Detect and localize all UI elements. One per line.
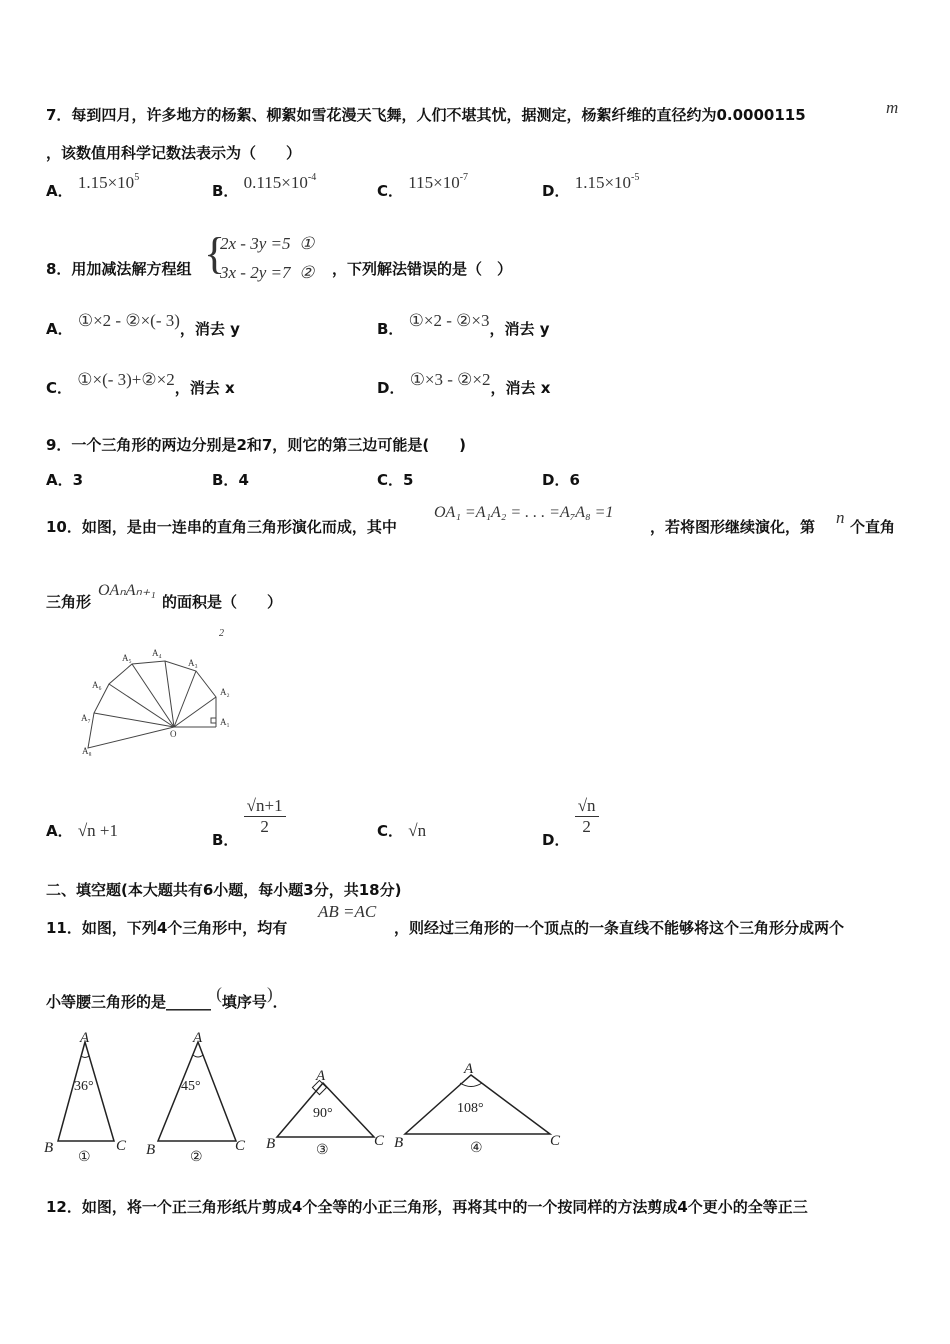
right-angle-mark	[211, 718, 216, 723]
q10-option-a-expr: √n +1	[77, 821, 119, 840]
t2-vertex-c: C	[235, 1138, 246, 1154]
q10-stray-mark: 2	[219, 628, 224, 639]
label-a1: A₁	[220, 717, 230, 727]
q10-option-b-fraction: $\frac{√n+1}{2}$	[244, 796, 286, 837]
q7-option-c[interactable]: C． $115\times 10^{-7}$	[377, 172, 469, 200]
label-a2: A₂	[220, 687, 230, 697]
q11-line2: 小等腰三角形的是______ (填序号)．	[46, 984, 288, 1011]
q7-option-a-value: $1.15\times 10^5$	[77, 172, 140, 192]
q8-text1: 8．用加减法解方程组	[46, 260, 192, 278]
ray-oa6	[109, 684, 174, 727]
q10-triangle-name: OAₙAₙ₊₁	[98, 582, 156, 599]
q10-option-c[interactable]: C． √n	[377, 821, 427, 840]
t4-vertex-a: A	[464, 1061, 474, 1077]
q10-n: n	[836, 508, 845, 527]
q8-option-d[interactable]: D． ①×3 - ②×2，消去 x	[377, 370, 551, 397]
q10-text2: ，若将图形继续演化，第	[650, 518, 816, 536]
q10-text1: 10．如图，是由一连串的直角三角形演化而成，其中	[46, 518, 397, 536]
q10-option-d[interactable]: D． $\frac{√n}{2}$	[542, 796, 599, 837]
label-a5: A₅	[122, 653, 132, 663]
q10-option-c-expr: √n	[408, 821, 427, 840]
q8-option-c[interactable]: C． ①×(- 3)+②×2，消去 x	[46, 370, 235, 397]
q10-text4: 三角形	[46, 593, 92, 611]
q9-option-a[interactable]: A．3	[46, 471, 84, 489]
label-a8: A₈	[82, 746, 92, 756]
t4-vertex-c: C	[550, 1133, 561, 1149]
q9-option-b[interactable]: B．4	[212, 471, 249, 489]
t1-number: ①	[78, 1150, 91, 1165]
t2-vertex-a: A	[193, 1030, 203, 1046]
q10-option-a[interactable]: A． √n +1	[46, 821, 119, 840]
q8-option-a[interactable]: A． ①×2 - ②×(- 3)，消去 y	[46, 311, 240, 338]
q10-formula: OA₁ =A₁A₂ = . . . =A₇A₈ =1	[434, 504, 614, 521]
q7-option-d[interactable]: D． $1.15\times 10^{-5}$	[542, 172, 640, 200]
label-o: O	[170, 729, 177, 739]
q7-option-c-value: $115\times 10^{-7}$	[408, 172, 469, 192]
q11-triangles-figure	[40, 1028, 580, 1168]
t4-vertex-b: B	[394, 1135, 404, 1151]
q7-text1: 7．每到四月，许多地方的杨絮、柳絮如雪花漫天飞舞，人们不堪其忧，据测定，杨絮纤维的直径约为0.0000115	[46, 106, 806, 124]
q11-text4: 填序号	[221, 993, 267, 1011]
q7-line1	[46, 104, 806, 125]
q8-equation-1: 2x - 3y =5 ①	[220, 234, 315, 253]
triangle-4-angle-arc	[460, 1083, 482, 1087]
section2-title: 二、填空题(本大题共有6小题，每小题3分，共18分)	[46, 881, 402, 899]
q7-option-b-value: $0.115\times 10^{-4}$	[243, 172, 317, 192]
label-a7: A₇	[81, 713, 91, 723]
q11-text2: ，则经过三角形的一个顶点的一条直线不能够将这个三角形分成两个	[394, 919, 845, 937]
t4-number: ④	[470, 1141, 483, 1156]
q7-option-d-value: $1.15\times 10^{-5}$	[574, 172, 640, 192]
q11-paren-close: )	[266, 984, 273, 1003]
q7-option-a[interactable]: A． $1.15\times 10^5$	[46, 172, 140, 200]
q7-unit: m	[886, 98, 899, 117]
ray-oa4	[165, 661, 174, 727]
ray-oa7	[94, 713, 174, 727]
q10-option-d-fraction: $\frac{√n}{2}$	[575, 796, 599, 837]
q7-text2: ，该数值用科学记数法表示为（ ）	[46, 144, 302, 162]
q8-text2: ，下列解法错误的是（ ）	[332, 260, 513, 278]
q11-paren-open: (	[216, 984, 222, 1003]
t2-vertex-b: B	[146, 1142, 156, 1158]
q10-text5: 的面积是（ ）	[162, 593, 283, 611]
q8-equation-2: 3x - 2y =7 ②	[220, 263, 315, 282]
t1-angle: 36°	[74, 1079, 94, 1094]
q10-spiral-figure	[70, 625, 240, 760]
t3-vertex-c: C	[374, 1133, 385, 1149]
t1-vertex-a: A	[80, 1030, 90, 1046]
q11-condition: AB =AC	[318, 902, 377, 921]
q11-text3: 小等腰三角形的是______	[46, 993, 212, 1011]
q8-option-c-expr: ①×(- 3)+②×2	[77, 370, 175, 389]
q9-option-c[interactable]: C．5	[377, 471, 414, 489]
q12-text: 12．如图，将一个正三角形纸片剪成4个全等的小正三角形，再将其中的一个按同样的方法剪成4个更小的全等正三	[46, 1198, 808, 1216]
q8-option-d-expr: ①×3 - ②×2	[409, 370, 491, 389]
t1-vertex-b: B	[44, 1140, 54, 1156]
t2-number: ②	[190, 1150, 203, 1165]
label-a6: A₆	[92, 680, 102, 690]
t3-vertex-a: A	[316, 1068, 326, 1084]
q7-line2	[46, 142, 301, 163]
q8-option-b[interactable]: B． ①×2 - ②×3，消去 y	[377, 311, 550, 338]
ray-oa5	[132, 664, 174, 727]
t4-angle: 108°	[457, 1101, 484, 1116]
q8-option-b-expr: ①×2 - ②×3	[408, 311, 490, 330]
q10-text3: 个直角	[850, 518, 896, 536]
q8-option-a-expr: ①×2 - ②×(- 3)	[77, 311, 180, 330]
q8-brace: {	[204, 229, 226, 278]
q11-text1: 11．如图，下列4个三角形中，均有	[46, 919, 288, 937]
t1-vertex-c: C	[116, 1138, 127, 1154]
spiral-outline	[88, 661, 216, 748]
triangle-2-angle-arc	[193, 1055, 203, 1057]
t3-number: ③	[316, 1143, 329, 1158]
t2-angle: 45°	[181, 1079, 201, 1094]
q9-option-d[interactable]: D．6	[542, 471, 580, 489]
t3-angle: 90°	[313, 1106, 333, 1121]
label-a3: A₃	[188, 658, 198, 668]
t3-vertex-b: B	[266, 1136, 276, 1152]
q7-option-b[interactable]: B． $0.115\times 10^{-4}$	[212, 172, 317, 200]
label-a4: A₄	[152, 648, 162, 658]
triangle-1-angle-arc	[81, 1056, 89, 1058]
q10-option-b[interactable]: B． $\frac{√n+1}{2}$	[212, 796, 286, 837]
q9-text: 9．一个三角形的两边分别是2和7，则它的第三边可能是( )	[46, 436, 467, 454]
